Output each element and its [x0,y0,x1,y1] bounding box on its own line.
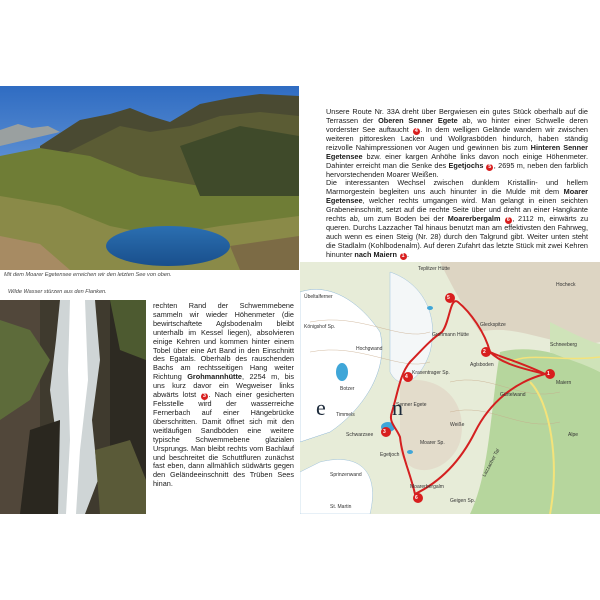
waypoint-1: 1 [547,371,550,377]
map-label-teplitzer-huette: Teplitzer Hütte [418,266,450,272]
waypoint-4: 4 [405,374,408,380]
text-run: bzw. einer kargen Anhöhe links davon noch einige Höhenmeter. Dahinter erreicht man die Senke des [326,151,588,170]
map-label-sprinzenwand: Sprinzenwand [330,472,362,478]
bold-place-name: nach Maiern [354,249,397,259]
map-label-schwarzsee: Schwarzsee [346,432,374,438]
route-map [300,262,600,514]
waterfall-photo [0,300,146,514]
map-letter-e: e [316,395,326,420]
map-label-hochgwand: Hochgwand [356,346,383,352]
route-paragraph-1 [326,108,588,179]
text-run: , 2112 m, einwärts zu queren. Durchs Lazzacher Tal hinaus benutzt man am effektivsten den Fahrweg, auch wenn es einen Steig (Nr. 28) durch den Talgrund gibt. Weiter unten steht die Stadlalm (Kohlbodenalm). Auf deren Zufahrt das letzte Stück mit zwei Kehren hinunter [326,214,589,259]
waypoint-6: 6 [415,495,418,501]
map-label-lazzacher-tal: Lazzacher Tal [481,448,502,478]
top-photo-caption: Mit dem Moarer Egetensee erreichen wir den letzten See von oben. [4,272,172,278]
text-run: . In dem welligen Gelände wandern wir zwischen weiteren pittoresken Lacken und Wollgrasböden hindurch, haben ständig reizvolle Nahimpressionen vor Augen und gewinnen bis zum [326,124,588,152]
waypoint-badge-4: 4 [414,127,418,134]
map-label-uebeltalferner: Übeltalferner [304,294,333,300]
mountain-lake-photo [0,86,299,270]
waterfall-illustration [0,300,146,514]
map-label-moarer-sp: Moarer Sp. [420,440,445,446]
map-label-schneeberg: Schneeberg [550,342,577,348]
text-run [500,214,504,223]
map-label-guertelwand: Gürtelwand [500,392,526,398]
waypoint-badge-3: 3 [202,393,206,400]
map-label-hocheck: Hocheck [556,282,576,288]
map-label-st-martin: St. Martin [330,504,352,510]
bold-place-name: Moarerbergalm [447,214,501,224]
text-run: Unsere Route Nr. 33A dreht über Bergwiesen ein gutes Stück oberhalb auf die Terrassen der [326,107,588,125]
bold-place-name: Egetjochs [448,160,484,170]
text-run: . Nach einer gesicherten Felsstelle wird der wasserreiche Fernerbach auf einer Hängebrücke überschritten. Damit öffnet sich mit den weitläufigen Sandböden eine weitere typische Schwemmebene glazialen Ursprungs. Man bleibt rechts vom Bachlauf und beschreitet die Schuttfluren zunächst fast eben, dann allmählich südwärts gegen den Geländeeinschnitt des Trüben Sees hinan. [153,390,294,489]
waypoint-badge-1: 1 [401,252,405,259]
waypoint-5: 5 [447,295,450,301]
text-run: , welcher rechts umgangen wird. Man gelangt in einen seichten Grabeneinschnitt, setzt auf die rechte Seite über und dreht an einer Hangkante rechts ab, um zum Boden bei der [326,196,588,224]
text-run [397,250,399,259]
text-run: ab, wo hinter einer Schwelle deren vorderster See auftaucht [326,115,588,134]
map-label-kraxentrager: Kraxentrager Sp. [412,370,450,376]
waypoint-3: 3 [383,429,386,435]
route-description-right [326,108,588,260]
map-label-grohmann-huette: Grohmann Hütte [432,332,469,338]
bold-place-name: Hinteren Senner Egetensee [326,142,588,161]
route-description-middle [153,302,294,489]
map-label-timmels: Timmels [336,412,355,418]
route-paragraph-middle [153,302,294,489]
waypoint-badge-5: 5 [488,163,492,170]
bold-place-name: Moarer Egetensee [326,187,588,206]
bold-place-name: Oberen Senner Egete [378,115,458,125]
map-label-maiern: Maiern [556,380,572,386]
map-label-botzer: Botzer [340,386,355,392]
map-label-egetjoch: Egetjoch [380,452,400,458]
waterfall-caption: Wilde Wasser stürzen aus den Flanken. [8,289,107,295]
text-run: Die interessanten Wechsel zwischen dunklem Kristallin- und hellem Marmorgestein begleiten uns auch hinunter in die Mulde mit dem [326,178,588,197]
bold-place-name: Grohmannhütte [187,372,242,382]
text-run: rechten Rand der Schwemmebene sammeln wir wieder Höhenmeter (die bewirtschaftete Aglsbodenalm bleibt unterhalb im Kessel liegen), absolvieren einige Kehren und kommen hinter einem Tobel über eine Art Band in den Einschnitt des Egatals. Oberhalb des rauschenden Bachs am rechtsseitigen Hang weiter Richtung [153,301,294,382]
map-label-geigen-sp: Geigen Sp. [450,498,476,504]
map-label-gleckspitze: Gleckspitze [480,322,506,328]
waypoint-badge-6: 6 [506,217,510,224]
map-label-senner-egete: Senner Egete [396,402,427,408]
waypoint-2: 2 [483,349,486,355]
text-run: , 2254 m, bis uns kurz davor ein Wegweiser links abwärts lotst [153,372,295,400]
map-label-weisse: Weiße [450,422,465,428]
map-label-aglsboden: Aglsboden [470,362,494,368]
map-label-alpe: Alpe [568,432,579,438]
text-run: , 2695 m, neben den farblich hervorstechenden Moarer Weißen. [326,160,588,179]
map-label-moarerbergalm: Moarerbergalm [410,484,444,490]
map-letter-n: n [392,395,403,420]
mountain-lake-illustration [0,86,299,270]
route-paragraph-2 [326,179,588,259]
text-run: . [407,249,410,259]
map-label-koenigshof: Königshof Sp. [304,324,336,330]
